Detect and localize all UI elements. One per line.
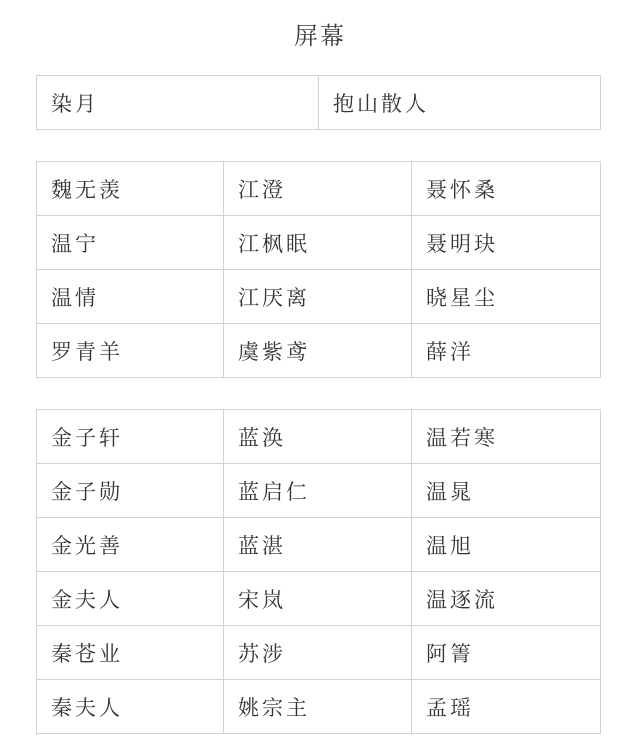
table-cell: 虞紫鸢 — [224, 324, 412, 378]
table-cell: 魏无羡 — [37, 162, 224, 216]
table-cell: 江枫眠 — [224, 216, 412, 270]
table-cell: 秦苍业 — [37, 626, 224, 680]
page-title: 屏幕 — [294, 22, 346, 50]
table-cell: 金子轩 — [37, 410, 224, 464]
table-cell: 金夫人 — [37, 572, 224, 626]
table-row — [37, 518, 601, 572]
cast-table-2 — [36, 409, 601, 734]
table-cell: 温旭 — [412, 518, 601, 572]
table-cell: 温宁 — [37, 216, 224, 270]
table-cell: 聂怀桑 — [412, 162, 601, 216]
table-cell: 江厌离 — [224, 270, 412, 324]
table-cell: 温晁 — [412, 464, 601, 518]
table-cell: 金光善 — [37, 518, 224, 572]
table-cell: 江澄 — [224, 162, 412, 216]
table-row — [37, 464, 601, 518]
table-cell: 阿箐 — [412, 626, 601, 680]
table-cell: 温逐流 — [412, 572, 601, 626]
table-cell: 苏涉 — [224, 626, 412, 680]
table-cell: 孟瑶 — [412, 680, 601, 734]
table-row — [37, 410, 601, 464]
table-cell: 蓝湛 — [224, 518, 412, 572]
table-cell: 温若寒 — [412, 410, 601, 464]
table-row — [37, 162, 601, 216]
author-cell: 抱山散人 — [319, 76, 601, 130]
table-cell: 金子勋 — [37, 464, 224, 518]
author-cell: 染月 — [37, 76, 319, 130]
table-row — [37, 270, 601, 324]
table-row — [37, 324, 601, 378]
table-cell: 温情 — [37, 270, 224, 324]
table-cell: 姚宗主 — [224, 680, 412, 734]
table-cell: 晓星尘 — [412, 270, 601, 324]
table-cell: 宋岚 — [224, 572, 412, 626]
table-row — [37, 572, 601, 626]
table-row — [37, 216, 601, 270]
table-cell: 聂明玦 — [412, 216, 601, 270]
table-cell: 蓝启仁 — [224, 464, 412, 518]
table-cell: 秦夫人 — [37, 680, 224, 734]
author-table — [36, 75, 601, 130]
table-cell: 薛洋 — [412, 324, 601, 378]
table-cell: 罗青羊 — [37, 324, 224, 378]
table-cell: 蓝涣 — [224, 410, 412, 464]
table-row — [37, 76, 601, 130]
table-row — [37, 680, 601, 734]
cast-table-1 — [36, 161, 601, 378]
table-row — [37, 626, 601, 680]
